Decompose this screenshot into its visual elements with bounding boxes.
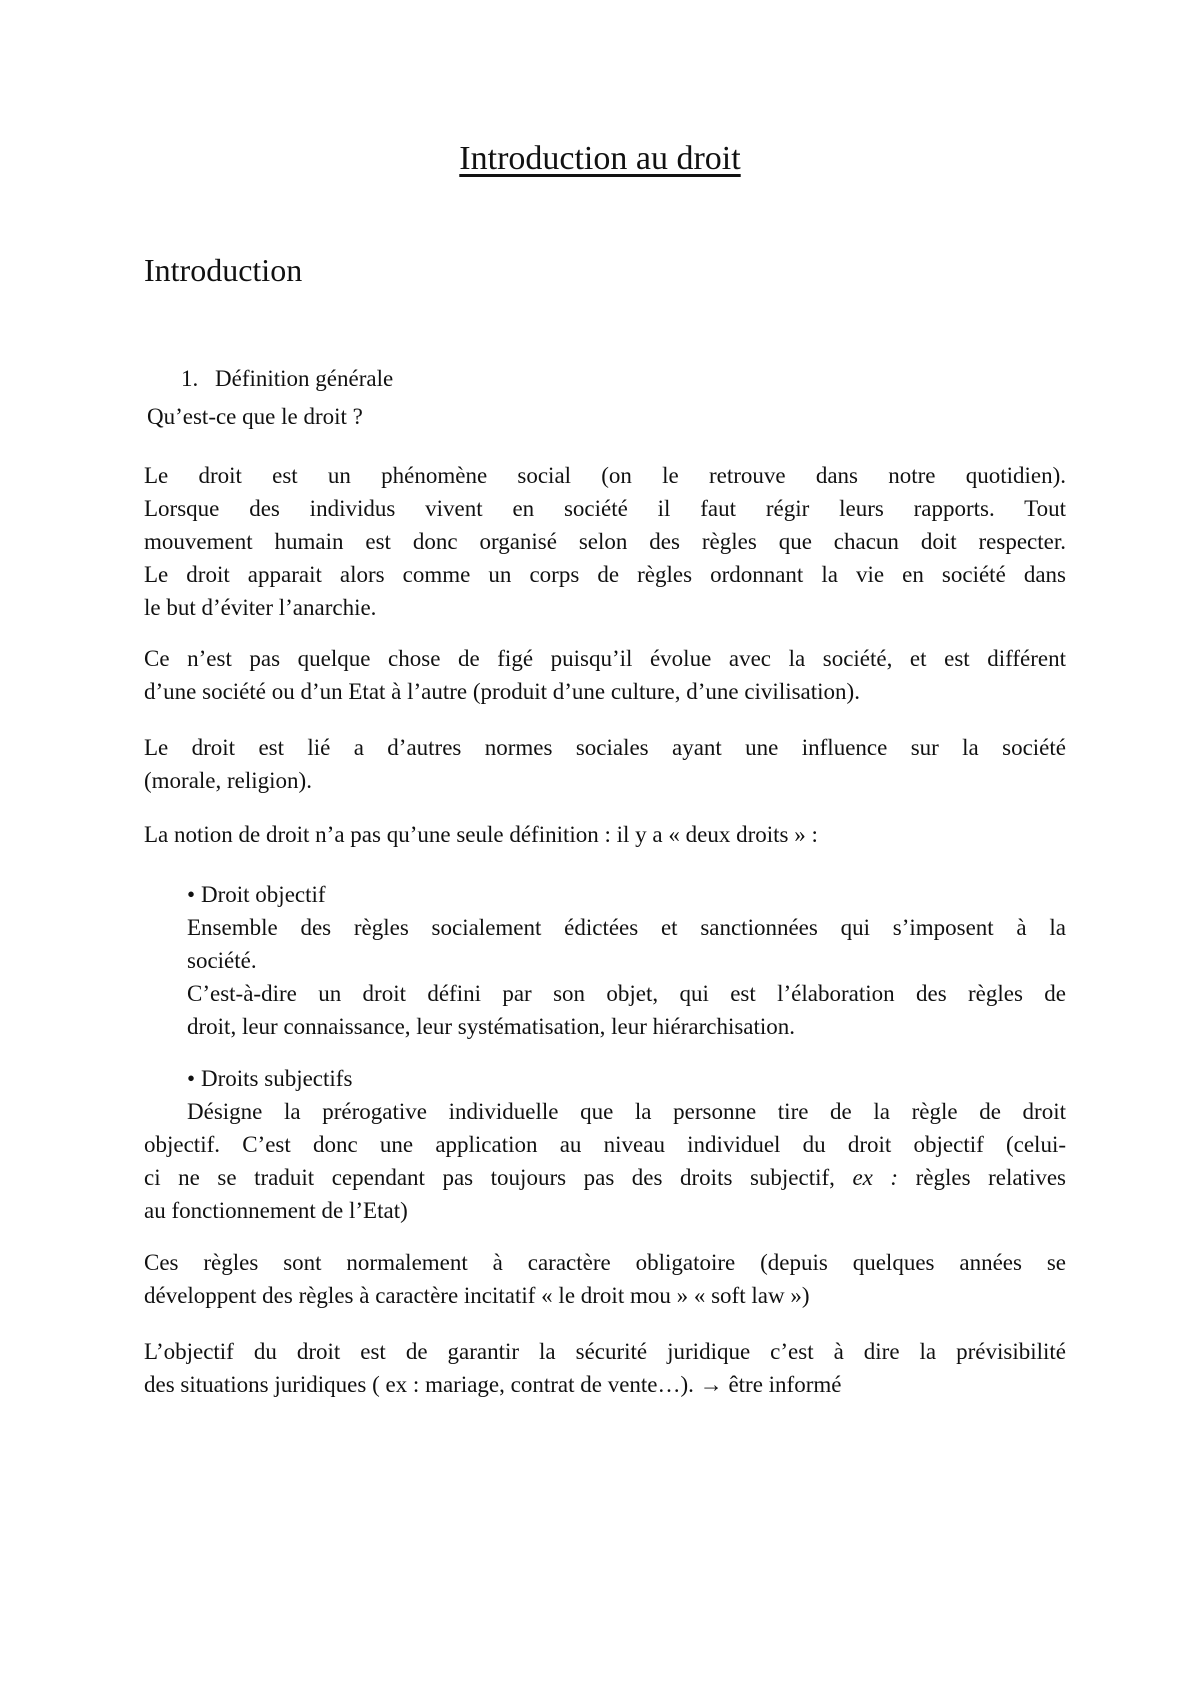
paragraph-line: objectif. C’est donc une application au niveau individuel du droit objectif (celui-: [144, 1132, 1066, 1157]
paragraph-2: [144, 642, 1066, 708]
paragraph-line: Ce n’est pas quelque chose de figé puisqu’il évolue avec la société, et est différent: [144, 646, 1066, 671]
paragraph-line: d’une société ou d’un Etat à l’autre (produit d’une culture, d’une civilisation).: [144, 679, 860, 704]
question-line: Qu’est-ce que le droit ?: [147, 404, 363, 429]
bullet-icon: •: [187, 1066, 196, 1091]
paragraph-line: [144, 1161, 1066, 1194]
paragraph-line: La notion de droit n’a pas qu’une seule définition : il y a « deux droits » :: [144, 822, 818, 847]
bullet-droits-subjectifs: [187, 1062, 352, 1095]
paragraph-6: [144, 1335, 1066, 1401]
bullet-2-body: [144, 1095, 1066, 1227]
section-number: 1.: [181, 366, 199, 391]
paragraph-line: droit, leur connaissance, leur systématisation, leur hiérarchisation.: [187, 1014, 796, 1039]
paragraph-line: Ensemble des règles socialement édictées et sanctionnées qui s’imposent à la: [187, 915, 1066, 940]
paragraph-line: Le droit est un phénomène social (on le retrouve dans notre quotidien).: [144, 463, 1066, 488]
paragraph-1: [144, 459, 1066, 624]
section-heading: [181, 366, 393, 392]
bullet-droit-objectif: [187, 878, 326, 911]
paragraph-line: mouvement humain est donc organisé selon des règles que chacun doit respecter.: [144, 529, 1066, 554]
paragraph-line: au fonctionnement de l’Etat): [144, 1198, 408, 1223]
text-run: être informé: [722, 1372, 842, 1397]
paragraph-line: développent des règles à caractère incitatif « le droit mou » « soft law »): [144, 1283, 810, 1308]
bullet-label: Droit objectif: [201, 882, 326, 907]
example-abbrev: ex :: [852, 1165, 899, 1190]
text-run: des situations juridiques ( ex : mariage, contrat de vente…).: [144, 1372, 700, 1397]
paragraph-3: [144, 731, 1066, 797]
paragraph-line: (morale, religion).: [144, 768, 312, 793]
paragraph-line: Désigne la prérogative individuelle que la personne tire de la règle de droit: [187, 1099, 1066, 1124]
paragraph-line: société.: [187, 948, 257, 973]
paragraph-line: [144, 1368, 1066, 1401]
paragraph-line: C’est-à-dire un droit défini par son objet, qui est l’élaboration des règles de: [187, 981, 1066, 1006]
document-title: Introduction au droit: [459, 140, 741, 177]
paragraph-4: [144, 818, 1066, 851]
paragraph-line: Lorsque des individus vivent en société il faut régir leurs rapports. Tout: [144, 496, 1066, 521]
paragraph-line: L’objectif du droit est de garantir la sécurité juridique c’est à dire la prévisibilité: [144, 1339, 1066, 1364]
paragraph-line: Le droit est lié a d’autres normes sociales ayant une influence sur la société: [144, 735, 1066, 760]
paragraph-5: [144, 1246, 1066, 1312]
paragraph-line: Ces règles sont normalement à caractère obligatoire (depuis quelques années se: [144, 1250, 1066, 1275]
bullet-icon: •: [187, 882, 196, 907]
paragraph-line: le but d’éviter l’anarchie.: [144, 595, 377, 620]
arrow-right-icon: →: [699, 1372, 723, 1397]
bullet-1-body: [187, 911, 1066, 1043]
section-label: Définition générale: [215, 366, 394, 391]
text-run: ci ne se traduit cependant pas toujours pas des droits subjectif,: [144, 1165, 853, 1190]
text-run: règles relatives: [898, 1165, 1066, 1190]
introduction-heading: Introduction: [144, 252, 303, 288]
paragraph-line: Le droit apparait alors comme un corps de règles ordonnant la vie en société dans: [144, 562, 1066, 587]
bullet-label: Droits subjectifs: [201, 1066, 353, 1091]
